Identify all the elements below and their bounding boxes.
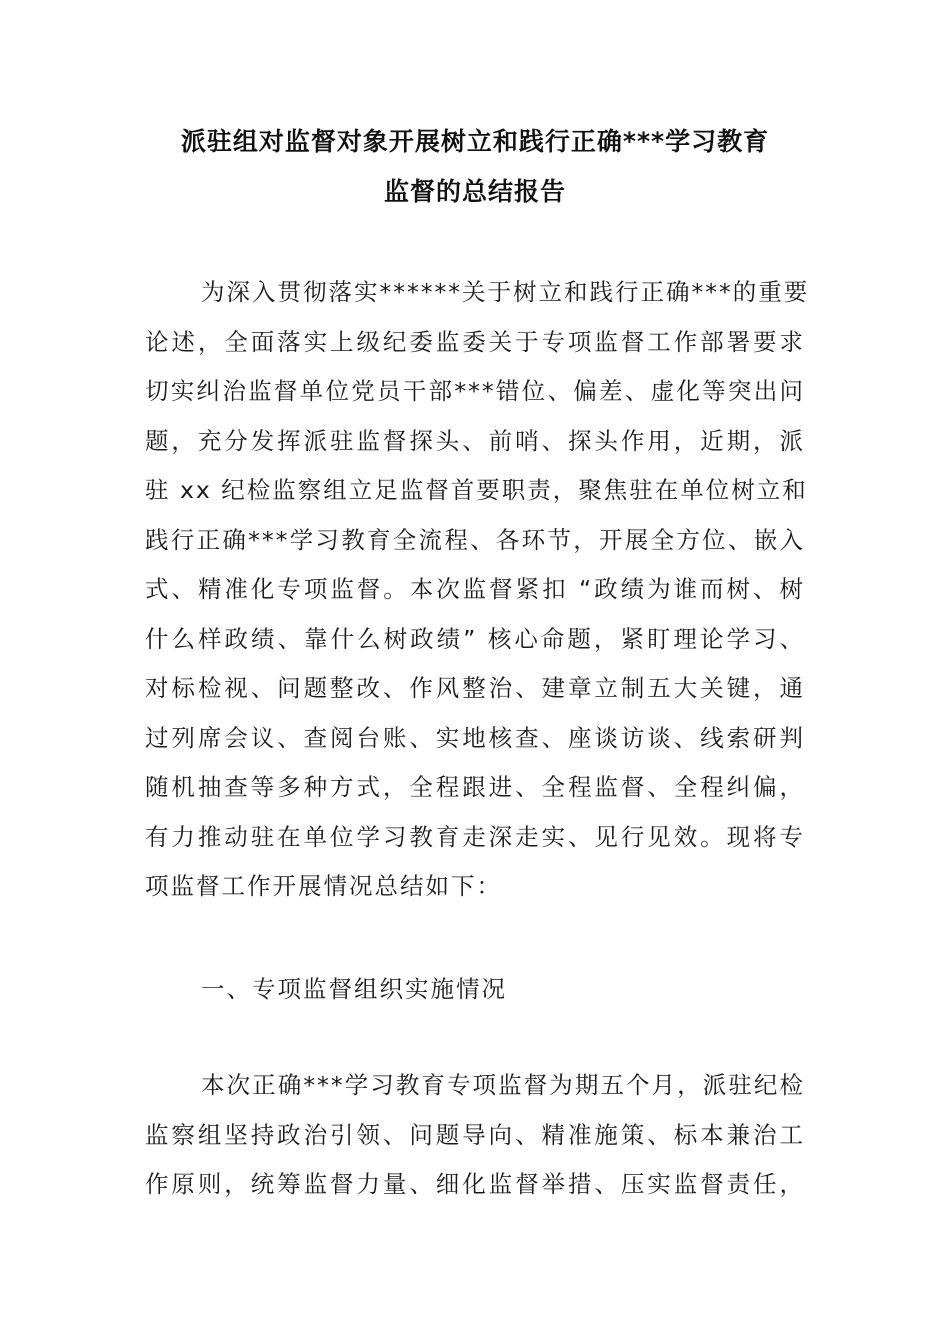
paragraph-line: 监察组坚持政治引领、问题导向、精准施策、标本兼治工 — [145, 1120, 805, 1149]
paragraph-line: 本次正确***学习教育专项监督为期五个月，派驻纪检 — [201, 1071, 805, 1099]
paragraph-line: 有力推动驻在单位学习教育走深走实、见行见效。现将专 — [145, 822, 805, 851]
paragraph-line: 过列席会议、查阅台账、实地核查、座谈访谈、线索研判 — [145, 723, 805, 752]
paragraph-line: 论述，全面落实上级纪委监委关于专项监督工作部署要求 — [145, 327, 805, 356]
paragraph-section1 — [145, 1061, 805, 1210]
paragraph-intro — [145, 268, 810, 912]
paragraph-line: 为深入贯彻落实******关于树立和践行正确***的重要 — [201, 278, 810, 306]
document-title-line-1: 派驻组对监督对象开展树立和践行正确***学习教育 — [180, 127, 770, 156]
paragraph-line: 什么样政绩、靠什么树政绩” 核心命题，紧盯理论学习、 — [145, 624, 805, 653]
paragraph-line: 驻 xx 纪检监察组立足监督首要职责，聚焦驻在单位树立和 — [145, 476, 808, 504]
paragraph-line: 随机抽查等多种方式，全程跟进、全程监督、全程纠偏， — [145, 773, 805, 801]
paragraph-line: 践行正确***学习教育全流程、各环节，开展全方位、嵌入 — [145, 525, 805, 554]
paragraph-line: 式、精准化专项监督。本次监督紧扣 “政绩为谁而树、树 — [145, 575, 805, 603]
section-heading-1: 一、专项监督组织实施情况 — [201, 975, 507, 1003]
paragraph-line: 对标检视、问题整改、作风整治、建章立制五大关键，通 — [145, 674, 805, 702]
paragraph-line: 作原则，统筹监督力量、细化监督举措、压实监督责任， — [145, 1170, 805, 1198]
document-title-line-2: 监督的总结报告 — [383, 177, 566, 206]
paragraph-line: 项监督工作开展情况总结如下： — [145, 872, 502, 900]
paragraph-line: 切实纠治监督单位党员干部***错位、偏差、虚化等突出问 — [145, 377, 805, 405]
paragraph-line: 题，充分发挥派驻监督探头、前哨、探头作用，近期，派 — [145, 426, 805, 455]
